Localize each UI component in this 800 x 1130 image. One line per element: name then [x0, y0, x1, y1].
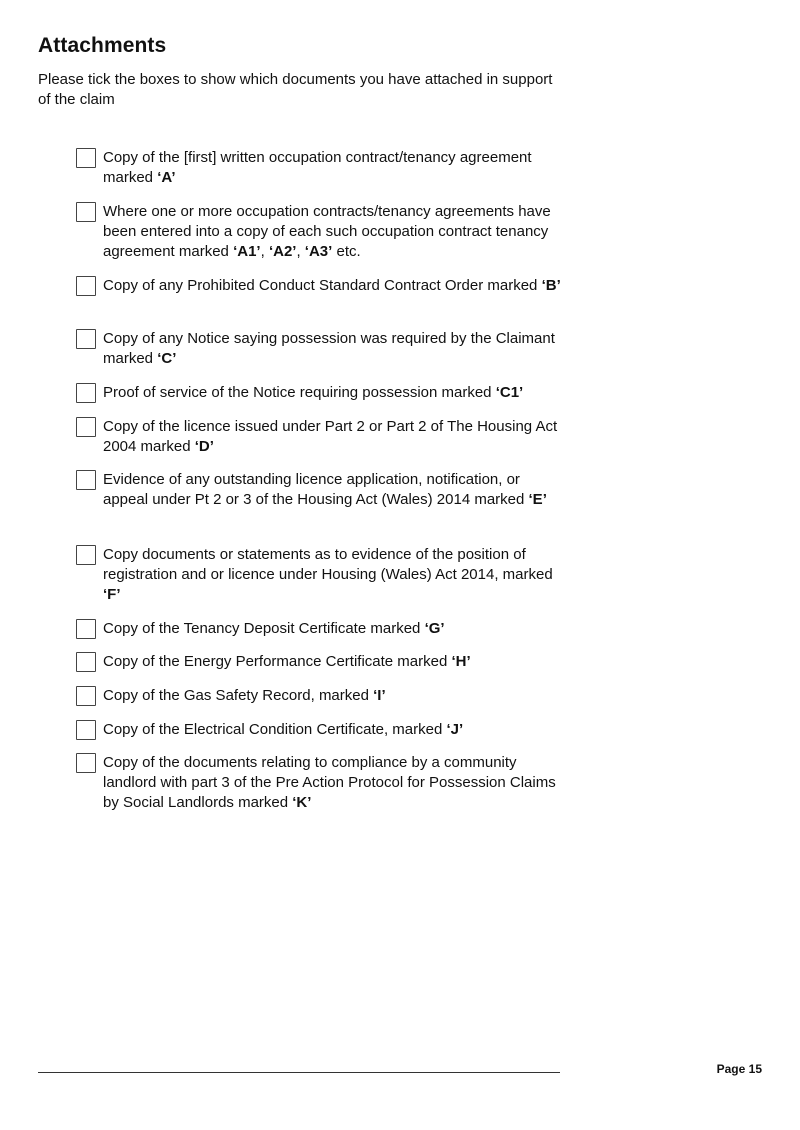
item-mark: ‘C1’	[495, 384, 524, 401]
item-label: Copy of the [first] written occupation contract/tenancy agreement marked	[103, 149, 532, 186]
item-mark: ‘K’	[292, 794, 312, 811]
item-text	[103, 148, 563, 188]
footer-divider	[38, 1072, 560, 1073]
item-label: Copy of any Notice saying possession was required by the Claimant marked	[103, 330, 555, 367]
item-mark: ‘G’	[424, 620, 445, 637]
checkbox-k[interactable]	[76, 753, 96, 773]
item-text	[103, 619, 563, 639]
checkbox-i[interactable]	[76, 686, 96, 706]
item-mark: ‘H’	[451, 653, 471, 670]
page-number: Page 15	[716, 1062, 762, 1076]
checkbox-f[interactable]	[76, 545, 96, 565]
checkbox-a1-a3[interactable]	[76, 202, 96, 222]
item-text	[103, 652, 563, 672]
item-text	[103, 202, 563, 262]
item-text	[103, 686, 563, 706]
item-text	[103, 753, 563, 813]
item-mark: ‘A’	[157, 169, 176, 186]
item-mark: ‘A1’	[233, 243, 261, 260]
item-text	[103, 417, 563, 457]
item-text	[103, 470, 563, 510]
item-label: Copy of the documents relating to compliance by a community landlord with part 3 of the Pre Action Protocol for Possession Claims by Social Landlords marked	[103, 754, 556, 811]
checkbox-j[interactable]	[76, 720, 96, 740]
intro-text: Please tick the boxes to show which documents you have attached in support of the claim	[38, 71, 553, 108]
item-text	[103, 383, 583, 403]
item-label: Proof of service of the Notice requiring possession marked	[103, 384, 496, 401]
item-label: Copy of the licence issued under Part 2 or Part 2 of The Housing Act 2004 marked	[103, 418, 558, 455]
item-text	[103, 545, 563, 605]
item-mark: ‘E’	[528, 491, 547, 508]
checkbox-d[interactable]	[76, 417, 96, 437]
checkbox-e[interactable]	[76, 470, 96, 490]
item-label: Evidence of any outstanding licence application, notification, or appeal under Pt 2 or 3 of the Housing Act (Wales) 2014 marked	[103, 471, 529, 508]
item-label: Copy of the Electrical Condition Certificate, marked	[103, 721, 447, 738]
item-mark: ‘J’	[446, 721, 464, 738]
item-mark: ‘A3’	[304, 243, 333, 260]
checkbox-c1[interactable]	[76, 383, 96, 403]
item-separator: ,	[260, 243, 269, 260]
item-label-suffix: etc.	[332, 243, 361, 260]
item-mark: ‘I’	[373, 687, 386, 704]
item-label: Copy of the Gas Safety Record, marked	[103, 687, 374, 704]
item-text	[103, 329, 563, 369]
item-mark: ‘F’	[103, 586, 121, 603]
item-text	[103, 720, 563, 740]
item-separator: ,	[296, 243, 305, 260]
item-label: Copy of the Tenancy Deposit Certificate marked	[103, 620, 425, 637]
item-label: Copy of the Energy Performance Certificate marked	[103, 653, 452, 670]
item-label: Copy of any Prohibited Conduct Standard Contract Order marked	[103, 277, 542, 294]
item-label: Where one or more occupation contracts/tenancy agreements have been entered into a copy of each such occupation contract tenancy agreement marked	[103, 203, 551, 260]
checkbox-h[interactable]	[76, 652, 96, 672]
checkbox-c[interactable]	[76, 329, 96, 349]
item-mark: ‘C’	[157, 350, 177, 367]
checkbox-a[interactable]	[76, 148, 96, 168]
item-text	[103, 276, 563, 296]
checkbox-g[interactable]	[76, 619, 96, 639]
item-mark: ‘B’	[541, 277, 561, 294]
item-mark: ‘D’	[194, 438, 214, 455]
item-mark: ‘A2’	[268, 243, 297, 260]
item-label: Copy documents or statements as to evidence of the position of registration and or licence under Housing (Wales) Act 2014, marked	[103, 546, 553, 583]
page-title: Attachments	[38, 34, 167, 57]
checkbox-b[interactable]	[76, 276, 96, 296]
